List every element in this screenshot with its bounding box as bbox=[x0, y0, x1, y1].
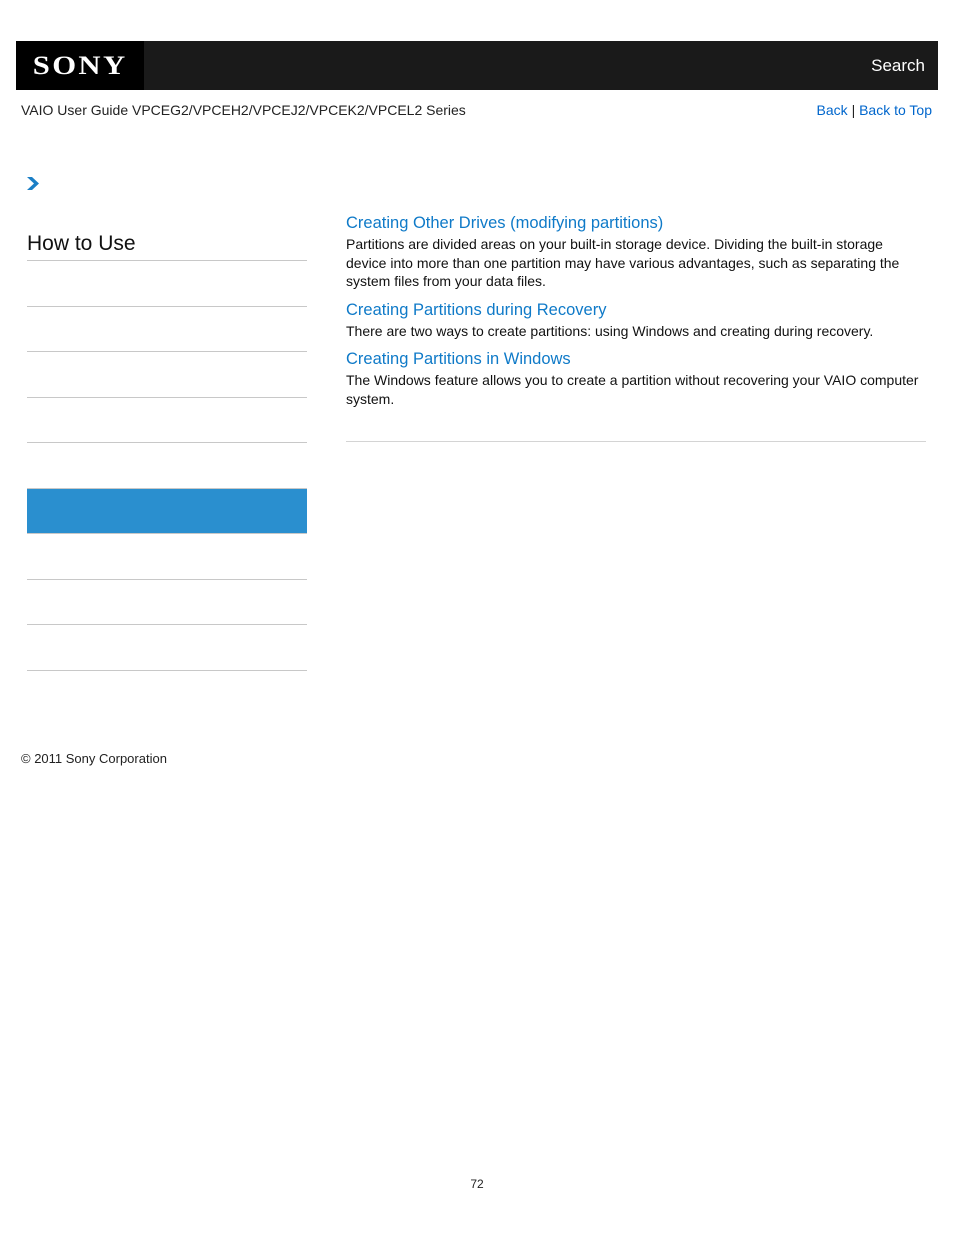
sidebar-item[interactable] bbox=[27, 398, 307, 442]
back-link[interactable]: Back bbox=[816, 102, 848, 118]
menu-divider bbox=[27, 670, 307, 671]
sidebar-item[interactable] bbox=[27, 580, 307, 624]
section-title: How to Use bbox=[27, 232, 136, 255]
content-divider bbox=[346, 441, 926, 442]
back-to-top-link[interactable]: Back to Top bbox=[859, 102, 932, 118]
chevron-right-icon[interactable] bbox=[26, 176, 40, 191]
sidebar-item[interactable] bbox=[27, 261, 307, 305]
entry-description: There are two ways to create partitions: using Windows and creating during recovery. bbox=[346, 322, 874, 339]
entry-description: The Windows feature allows you to create a partition without recovering your VAIO computer system. bbox=[346, 372, 919, 407]
search-button[interactable]: Search bbox=[871, 56, 925, 75]
sidebar-item[interactable] bbox=[27, 534, 307, 578]
guide-title: VAIO User Guide VPCEG2/VPCEH2/VPCEJ2/VPCEK2/VPCEL2 Series bbox=[21, 102, 466, 118]
sidebar-item-active[interactable] bbox=[27, 489, 307, 533]
top-bar bbox=[16, 41, 938, 90]
sidebar-item[interactable] bbox=[27, 625, 307, 669]
sony-logo bbox=[16, 41, 144, 90]
sidebar-item[interactable] bbox=[27, 352, 307, 396]
sidebar-item[interactable] bbox=[27, 307, 307, 351]
entry-link-partitions-during-recovery[interactable]: Creating Partitions during Recovery bbox=[346, 300, 607, 319]
main-content bbox=[346, 213, 926, 417]
content-entry bbox=[346, 213, 926, 291]
entry-link-partitions-in-windows[interactable]: Creating Partitions in Windows bbox=[346, 350, 571, 368]
top-navigation bbox=[817, 102, 932, 118]
entry-description: Partitions are divided areas on your built-in storage device. Dividing the built-in storage device into more than one partition may have various advantages, such as separating the system files from your data files. bbox=[346, 236, 900, 289]
page-number: 72 bbox=[470, 1177, 484, 1191]
content-entry bbox=[346, 349, 926, 408]
copyright: © 2011 Sony Corporation bbox=[21, 751, 167, 766]
content-entry bbox=[346, 300, 926, 341]
nav-separator: | bbox=[851, 102, 856, 118]
sidebar-item[interactable] bbox=[27, 443, 307, 487]
logo-text: SONY bbox=[32, 50, 128, 80]
entry-link-creating-other-drives[interactable]: Creating Other Drives (modifying partitions) bbox=[346, 214, 664, 232]
